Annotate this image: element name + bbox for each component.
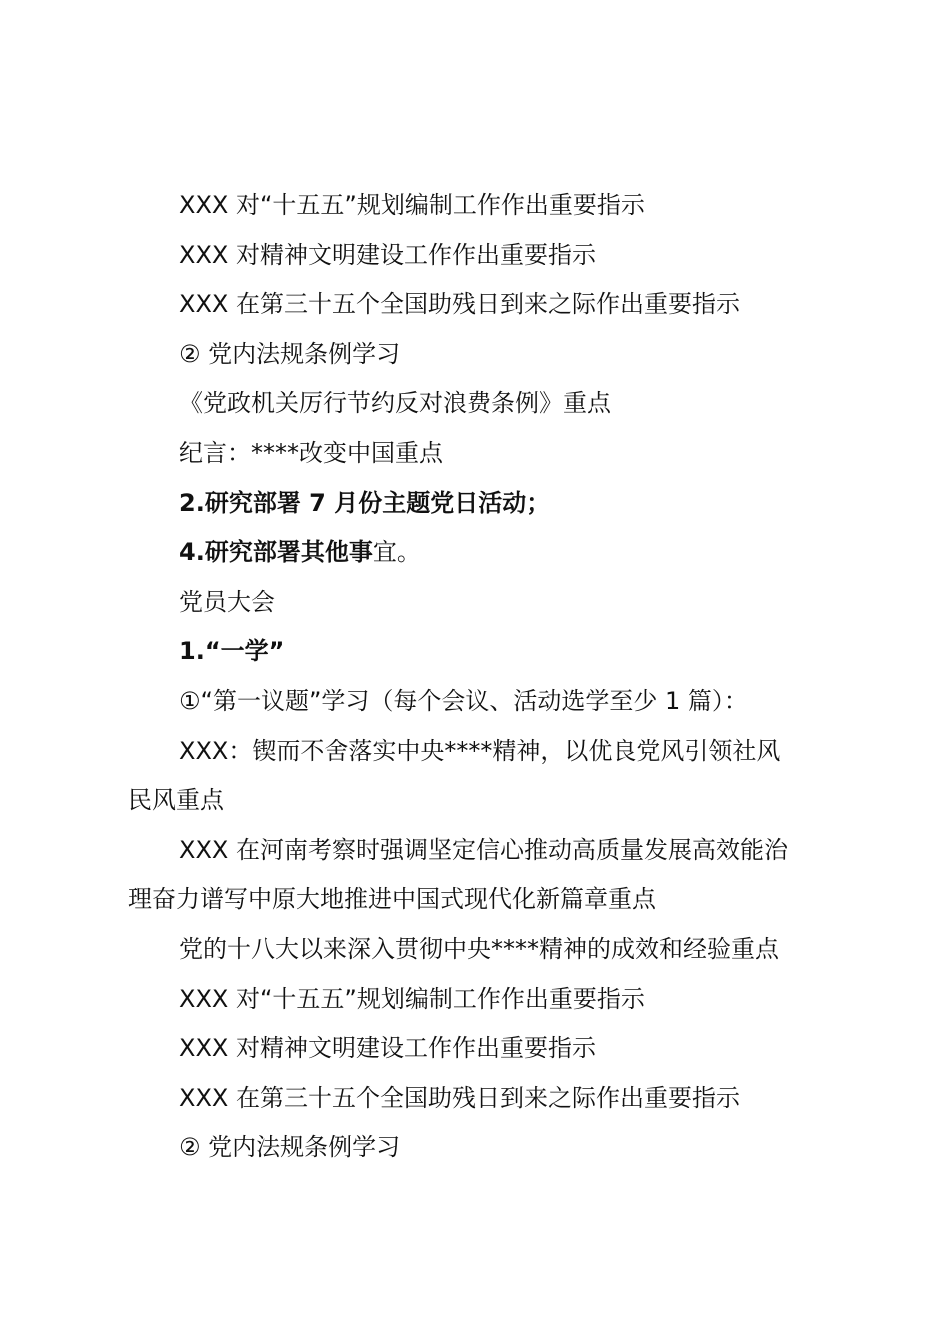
para2-line1: XXX 在河南考察时强调坚定信心推动高质量发展高效能治 xyxy=(179,835,788,864)
text-line: ② 党内法规条例学习 xyxy=(179,339,401,368)
text-line: ② 党内法规条例学习 xyxy=(179,1133,401,1162)
text-line: XXX 在第三十五个全国助残日到来之际作出重要指示 xyxy=(179,290,740,319)
agenda-item-4-rest: 宜。 xyxy=(372,538,421,567)
text-line: XXX 对“十五五”规划编制工作作出重要指示 xyxy=(179,984,645,1013)
agenda-item-4-bold: 4.研究部署其他事 xyxy=(179,538,373,567)
text-line: XXX 在第三十五个全国助残日到来之际作出重要指示 xyxy=(179,1083,740,1112)
text-line: XXX 对精神文明建设工作作出重要指示 xyxy=(179,1034,596,1063)
para1-line2: 民风重点 xyxy=(128,786,224,815)
agenda-item-4 xyxy=(128,528,838,578)
first-topic-line: ①“第一议题”学习（每个会议、活动选学至少 1 篇）： xyxy=(179,686,748,715)
agenda-item-2: 2.研究部署 7 月份主题党日活动； xyxy=(179,488,551,517)
para2-line2: 理奋力谱写中原大地推进中国式现代化新篇章重点 xyxy=(128,885,656,914)
text-line: 纪言：****改变中国重点 xyxy=(179,438,443,467)
yi-xue-heading: 1.“一学” xyxy=(179,637,285,666)
text-line: 党的十八大以来深入贯彻中央****精神的成效和经验重点 xyxy=(179,934,779,963)
section-title: 党员大会 xyxy=(179,587,275,616)
para1-line1: XXX：锲而不舍落实中央****精神，以优良党风引领社风 xyxy=(179,736,781,765)
document-body xyxy=(128,181,838,1173)
text-line: XXX 对“十五五”规划编制工作作出重要指示 xyxy=(179,191,645,219)
text-line: 《党政机关厉行节约反对浪费条例》重点 xyxy=(179,389,611,418)
text-line: XXX 对精神文明建设工作作出重要指示 xyxy=(179,240,596,269)
